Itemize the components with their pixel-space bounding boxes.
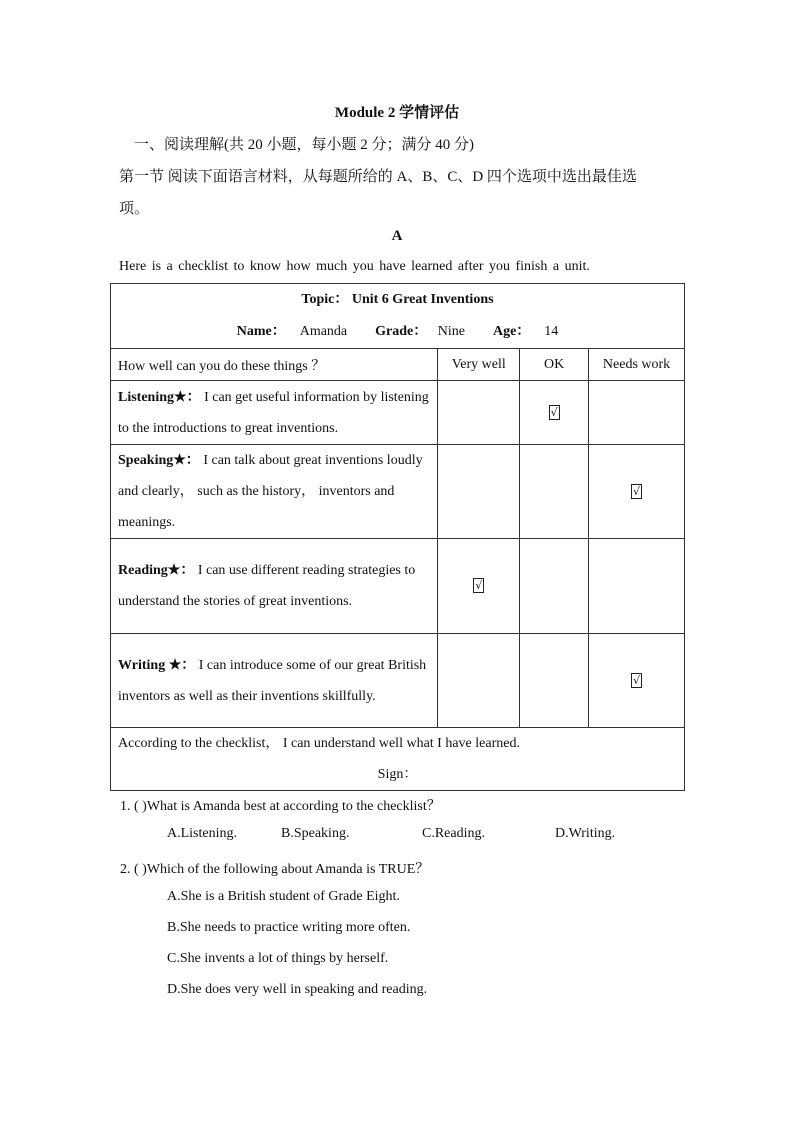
skill-text: I can get useful information by listening to the introductions to great inventions. [118,389,429,436]
topic-title: Topic： Unit 6 Great Inventions [301,292,494,307]
check-mark-icon: √ [475,579,483,592]
cell-reading-needs-work [589,539,685,634]
name-value: Amanda [299,324,348,339]
cell-speaking-ok [520,445,589,539]
question-2: 2. ( )Which of the following about Amanda is TRUE？ [120,862,430,877]
header-question: How well can you do these things ？ [111,349,438,381]
cell-listening-ok [520,381,589,445]
cell-speaking-needs-work [589,445,685,539]
cell-listening-needs-work [589,381,685,445]
question-1: 1. ( )What is Amanda best at according to the checklist？ [120,799,441,814]
footer-cell [111,728,685,791]
sign-line: Sign： [377,767,418,782]
footer-statement: According to the checklist， I can understand well what I have learned. [118,736,520,751]
section-heading: 一、阅读理解(共 20 小题，每小题 2 分；满分 40 分) [134,137,474,153]
skill-name: Speaking★： [118,453,200,468]
skill-text: I can use different reading strategies to understand the stories of great inventions. [118,563,416,609]
skill-text: I can talk about great inventions loudly and clearly， such as the history， inventors and meanings. [118,453,423,530]
row-reading [111,539,438,634]
question-1-options [0,826,794,846]
check-mark-icon: √ [550,405,558,419]
q2-option-d: D.She does very well in speaking and reading. [167,982,428,997]
cell-writing-very-well [438,634,520,728]
topic-cell [111,284,685,349]
row-listening [111,381,438,445]
header-ok: OK [520,349,589,381]
cell-reading-ok [520,539,589,634]
checklist-table [110,283,685,791]
cell-listening-very-well [438,381,520,445]
skill-name: Reading★： [118,563,195,578]
header-very-well: Very well [438,349,520,381]
name-label: Name： [236,324,286,339]
q2-option-c: C.She invents a lot of things by herself. [167,951,389,966]
q2-option-b: B.She needs to practice writing more often. [167,920,411,935]
row-speaking [111,445,438,539]
section-instruction-cont: 项。 [119,201,150,217]
grade-label: Grade： [375,324,428,339]
skill-name: Writing ★： [118,657,196,673]
age-value: 14 [544,324,559,339]
q1-option-a: A.Listening. [167,826,237,841]
q1-option-c: C.Reading. [422,826,485,841]
section-instruction: 第一节 阅读下面语言材料，从每题所给的 A、B、C、D 四个选项中选出最佳选 [119,169,637,185]
student-info [118,316,677,348]
skill-name: Listening★： [118,389,201,405]
row-writing [111,634,438,728]
grade-value: Nine [437,324,465,339]
header-needs-work: Needs work [589,349,685,381]
q1-option-b: B.Speaking. [281,826,350,841]
cell-writing-needs-work [589,634,685,728]
check-mark-icon: √ [633,673,641,687]
skill-text: I can introduce some of our great British inventors as well as their inventions skillfully. [118,657,427,704]
q2-option-a: A.She is a British student of Grade Eight. [167,889,400,904]
cell-speaking-very-well [438,445,520,539]
q1-option-d: D.Writing. [555,826,616,841]
age-label: Age： [492,324,531,339]
cell-writing-ok [520,634,589,728]
passage-letter: A [391,228,403,244]
passage-intro: Here is a checklist to know how much you have learned after you finish a unit. [119,259,590,274]
cell-reading-very-well [438,539,520,634]
page-title: Module 2 学情评估 [334,105,460,121]
check-mark-icon: √ [633,484,641,498]
